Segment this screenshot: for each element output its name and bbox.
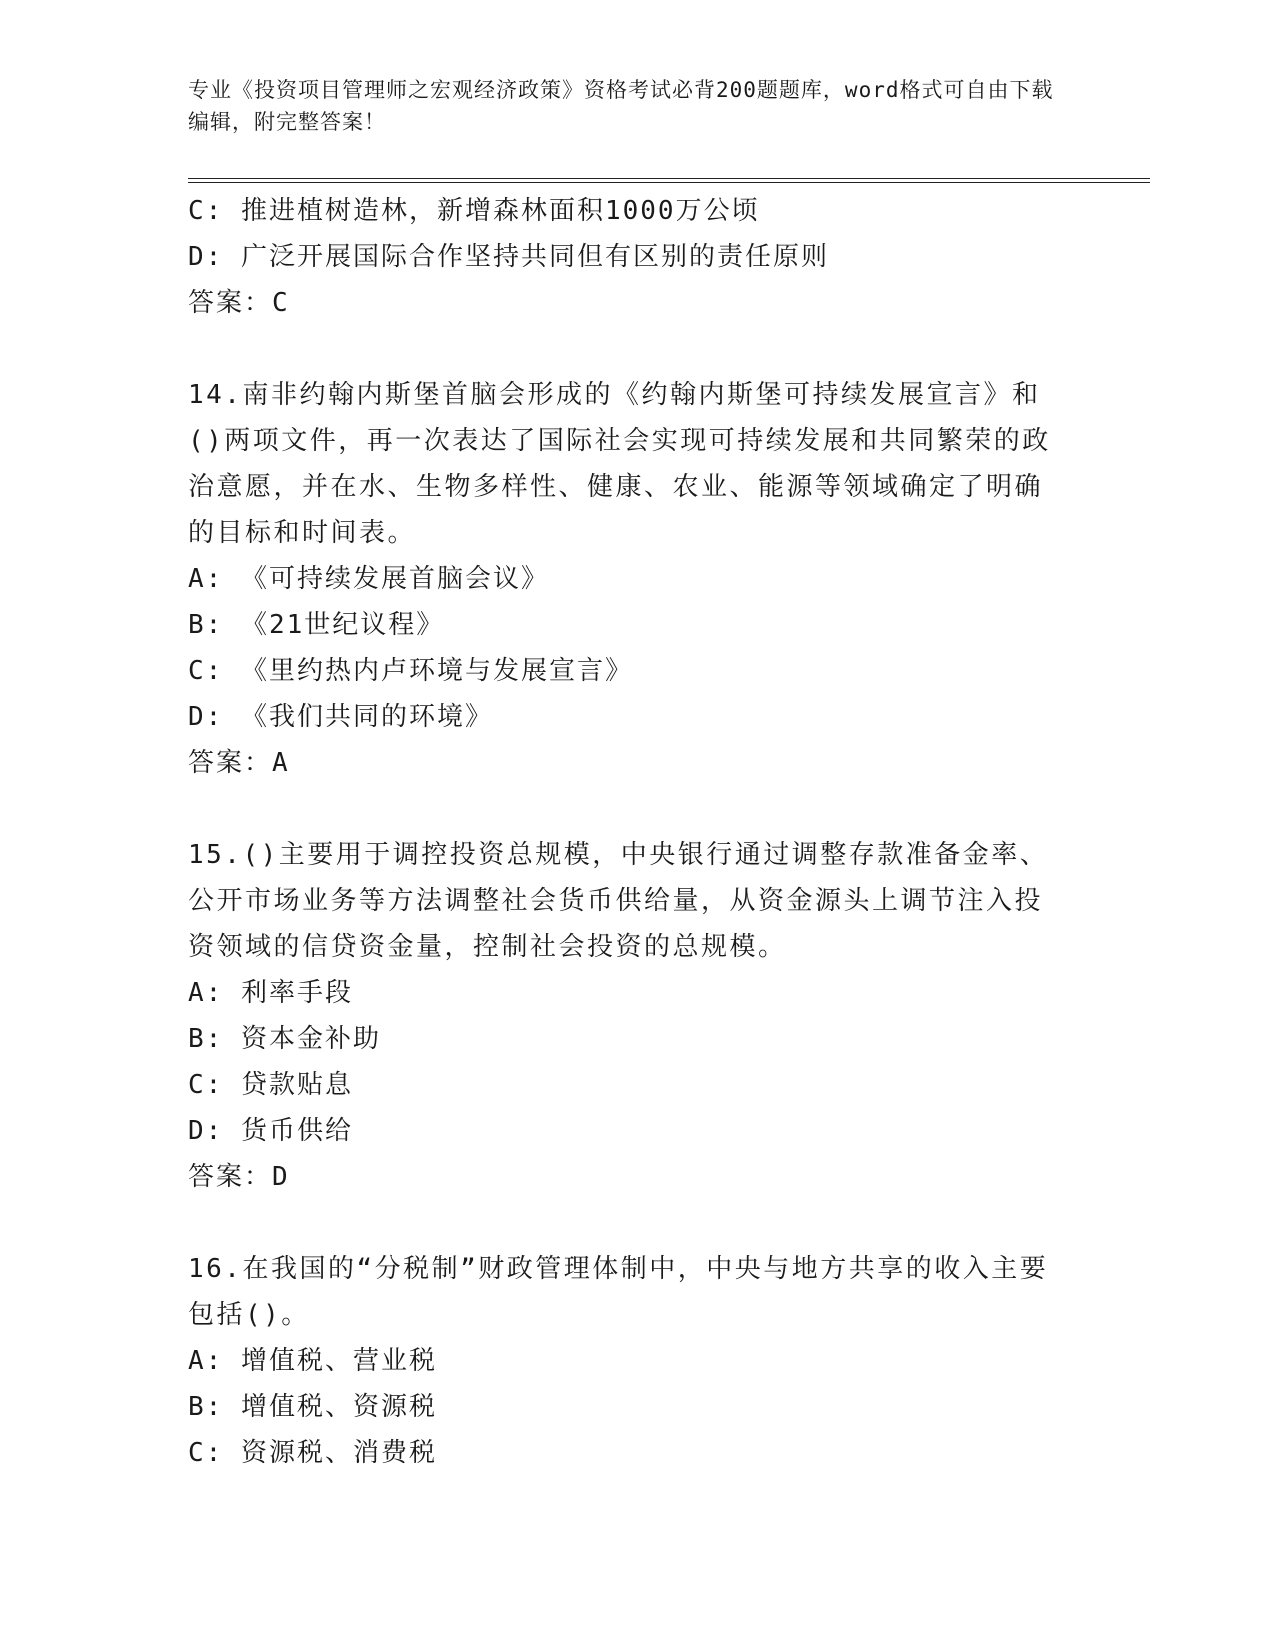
spacer [188,326,1078,372]
option-key: D: [188,1116,224,1146]
spacer [188,786,1078,832]
header-rule-top [188,178,1150,179]
option-key: C: [188,1438,224,1468]
option-key: A: [188,1346,224,1376]
option-text: 利率手段 [240,978,353,1008]
option-text: 《可持续发展首脑会议》 [240,564,549,594]
option-b [188,1384,1078,1430]
header-rule-bottom [188,182,1150,183]
option-text: 《里约热内卢环境与发展宣言》 [240,656,633,686]
option-key: C: [188,656,224,686]
option-d [188,694,1078,740]
answer-line [188,1154,1078,1200]
option-text: 资源税、消费税 [240,1438,437,1468]
answer-value: A [272,748,290,778]
option-key: D: [188,702,224,732]
option-a [188,556,1078,602]
document-body [188,188,1078,1476]
question-stem: 14.南非约翰内斯堡首脑会形成的《约翰内斯堡可持续发展宣言》和()两项文件，再一次表达了国际社会实现可持续发展和共同繁荣的政治意愿，并在水、生物多样性、健康、农业、能源等领域确定了明确的目标和时间表。 [188,380,1051,548]
option-key: A: [188,564,224,594]
option-text: 货币供给 [240,1116,353,1146]
option-text: 《21世纪议程》 [240,610,445,640]
option-key: B: [188,610,224,640]
option-key: C: [188,1070,224,1100]
question-stem: 16.在我国的“分税制”财政管理体制中，中央与地方共享的收入主要包括()。 [188,1254,1049,1330]
option-d [188,1108,1078,1154]
option-key: B: [188,1392,224,1422]
option-text: 《我们共同的环境》 [240,702,493,732]
answer-line [188,740,1078,786]
question-16 [188,1246,1078,1476]
question-15 [188,832,1078,1200]
option-text: 广泛开展国际合作坚持共同但有区别的责任原则 [240,242,829,272]
option-c [188,188,1078,234]
option-text: 增值税、营业税 [240,1346,437,1376]
answer-value: D [272,1162,290,1192]
option-key: D: [188,242,224,272]
option-d [188,234,1078,280]
answer-label: 答案： [188,748,273,778]
option-a [188,1338,1078,1384]
option-b [188,602,1078,648]
option-text: 推进植树造林，新增森林面积1000万公顷 [240,196,760,226]
option-c [188,1430,1078,1476]
option-text: 贷款贴息 [240,1070,353,1100]
answer-line [188,280,1078,326]
option-c [188,1062,1078,1108]
answer-value: C [272,288,290,318]
option-c [188,648,1078,694]
answer-label: 答案： [188,1162,273,1192]
header-text: 专业《投资项目管理师之宏观经济政策》资格考试必背200题题库，word格式可自由下载编辑，附完整答案！ [188,78,1054,134]
option-b [188,1016,1078,1062]
question-14 [188,372,1078,786]
option-key: B: [188,1024,224,1054]
document-header [188,74,1068,138]
option-text: 资本金补助 [240,1024,381,1054]
option-key: A: [188,978,224,1008]
answer-label: 答案： [188,288,273,318]
option-text: 增值税、资源税 [240,1392,437,1422]
option-key: C: [188,196,224,226]
question-13-tail [188,188,1078,326]
spacer [188,1200,1078,1246]
option-a [188,970,1078,1016]
question-stem: 15.()主要用于调控投资总规模，中央银行通过调整存款准备金率、公开市场业务等方法调整社会货币供给量，从资金源头上调节注入投资领域的信贷资金量，控制社会投资的总规模。 [188,840,1049,962]
